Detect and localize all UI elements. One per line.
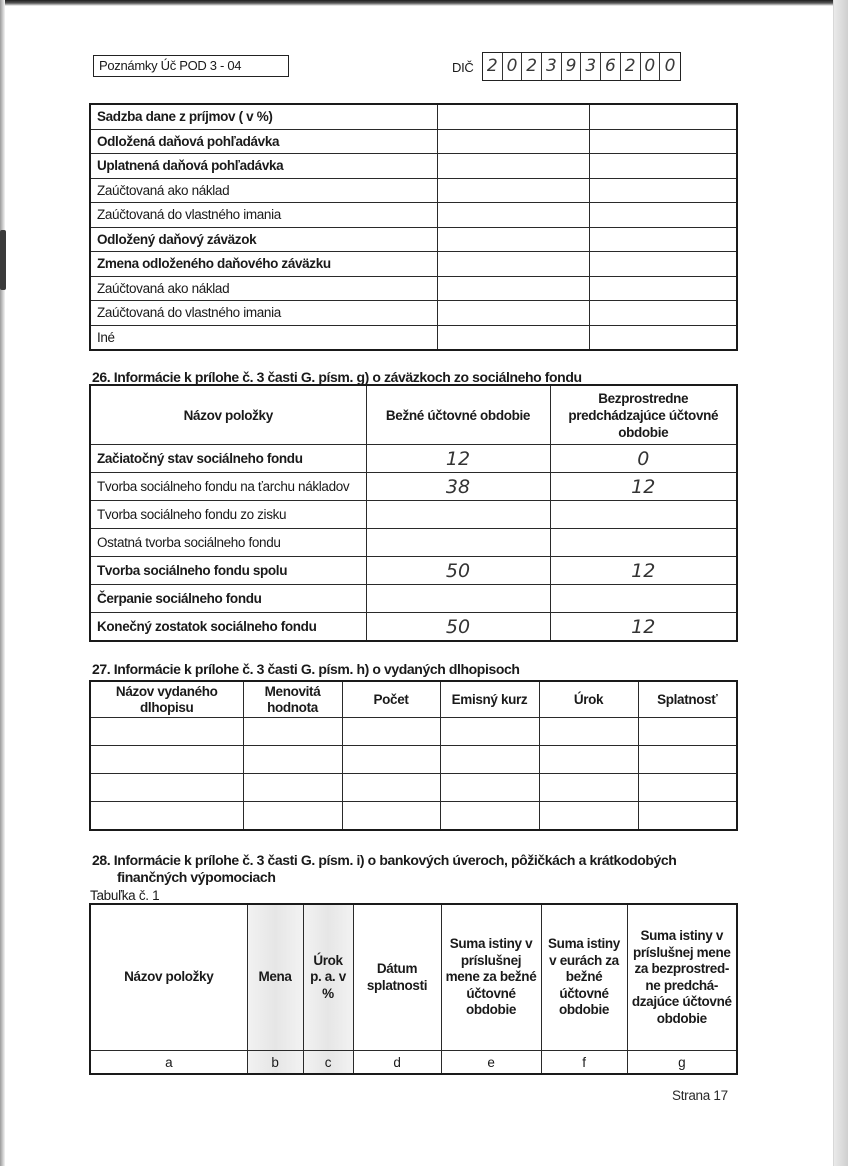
previous-period-cell[interactable]: [589, 129, 737, 154]
previous-period-cell[interactable]: [589, 227, 737, 252]
previous-period-cell[interactable]: [589, 325, 737, 350]
table-header-row: [90, 681, 737, 718]
row-label: Konečný zostatok sociálneho fondu: [90, 613, 366, 642]
table-row: [90, 802, 737, 831]
row-label: Sadzba dane z príjmov ( v %): [90, 104, 437, 129]
bond-cell[interactable]: [638, 746, 737, 774]
current-period-cell[interactable]: [437, 104, 589, 129]
table-row: [90, 203, 737, 228]
row-label: Uplatnená daňová pohľadávka: [90, 154, 437, 179]
table-row: [90, 557, 737, 585]
column-header: Dátum splatnosti: [353, 904, 441, 1051]
current-period-cell[interactable]: 38: [366, 473, 550, 501]
current-period-cell[interactable]: 50: [366, 557, 550, 585]
previous-period-cell[interactable]: [589, 301, 737, 326]
previous-period-cell[interactable]: [550, 501, 737, 529]
table-row: [90, 473, 737, 501]
previous-period-cell[interactable]: [589, 203, 737, 228]
current-period-cell[interactable]: [366, 585, 550, 613]
section-27-title: 27. Informácie k prílohe č. 3 časti G. písm. h) o vydaných dlhopisoch: [92, 661, 520, 677]
row-label: Odložený daňový záväzok: [90, 227, 437, 252]
table-row: [90, 301, 737, 326]
scan-left-edge: [0, 0, 5, 1166]
section-26-title: 26. Informácie k prílohe č. 3 časti G. písm. g) o záväzkoch zo sociálneho fondu: [92, 369, 582, 385]
column-header: Názov vydaného dlhopisu: [90, 681, 243, 718]
column-header: Splatnosť: [638, 681, 737, 718]
previous-period-cell[interactable]: [589, 178, 737, 203]
row-label: Začiatočný stav sociálneho fondu: [90, 445, 366, 473]
current-period-cell[interactable]: [437, 252, 589, 277]
table-row: [90, 178, 737, 203]
bond-cell[interactable]: [440, 802, 539, 831]
current-period-cell[interactable]: [366, 501, 550, 529]
current-period-cell[interactable]: 12: [366, 445, 550, 473]
scan-binding-mark: [0, 230, 6, 290]
bond-cell[interactable]: [243, 718, 342, 746]
bond-cell[interactable]: [342, 802, 440, 831]
row-label: Odložená daňová pohľadávka: [90, 129, 437, 154]
bonds-table: [89, 680, 738, 831]
bond-cell[interactable]: [539, 718, 638, 746]
table-header-row: [90, 904, 737, 1051]
table-row: [90, 746, 737, 774]
dic-digit[interactable]: 0: [641, 53, 661, 80]
row-label: Iné: [90, 325, 437, 350]
bond-cell[interactable]: [90, 718, 243, 746]
previous-period-cell[interactable]: [589, 104, 737, 129]
row-label: Zmena odloženého daňového záväzku: [90, 252, 437, 277]
table-row: [90, 445, 737, 473]
column-header: Názov položky: [90, 385, 366, 445]
bond-cell[interactable]: [243, 774, 342, 802]
bond-cell[interactable]: [342, 718, 440, 746]
column-header: Mena: [247, 904, 303, 1051]
column-letter: b: [247, 1051, 303, 1075]
table-row: [90, 129, 737, 154]
previous-period-cell[interactable]: [589, 154, 737, 179]
table-label: Tabuľka č. 1: [90, 888, 160, 903]
column-header: Suma istiny v príslušnej mene za bežné účtovné obdobie: [441, 904, 541, 1051]
bond-cell[interactable]: [342, 746, 440, 774]
column-header: Počet: [342, 681, 440, 718]
current-period-cell[interactable]: [437, 203, 589, 228]
table-row: [90, 529, 737, 557]
table-row: [90, 501, 737, 529]
bond-cell[interactable]: [539, 774, 638, 802]
dic-digit[interactable]: 2: [621, 53, 641, 80]
previous-period-cell[interactable]: 12: [550, 557, 737, 585]
column-letter: f: [541, 1051, 627, 1075]
table-row: [90, 276, 737, 301]
table-row: [90, 154, 737, 179]
dic-digit[interactable]: 6: [601, 53, 621, 80]
current-period-cell[interactable]: [437, 276, 589, 301]
column-letter: a: [90, 1051, 247, 1075]
table-row: [90, 227, 737, 252]
column-letter: d: [353, 1051, 441, 1075]
row-label: Tvorba sociálneho fondu spolu: [90, 557, 366, 585]
bond-cell[interactable]: [440, 774, 539, 802]
current-period-cell[interactable]: [437, 129, 589, 154]
bond-cell[interactable]: [539, 746, 638, 774]
bond-cell[interactable]: [638, 774, 737, 802]
table-header-row: [90, 385, 737, 445]
page-number: Strana 17: [672, 1088, 728, 1103]
previous-period-cell[interactable]: [589, 276, 737, 301]
bond-cell[interactable]: [90, 746, 243, 774]
dic-digit[interactable]: 0: [664, 56, 676, 76]
row-label: Čerpanie sociálneho fondu: [90, 585, 366, 613]
column-letter: c: [303, 1051, 353, 1075]
column-letter: e: [441, 1051, 541, 1075]
table-row: [90, 252, 737, 277]
table-row: [90, 718, 737, 746]
row-label: Tvorba sociálneho fondu zo zisku: [90, 501, 366, 529]
table-row: [90, 613, 737, 642]
bond-cell[interactable]: [90, 802, 243, 831]
column-header: Menovitá hodnota: [243, 681, 342, 718]
dic-field[interactable]: [482, 52, 681, 81]
column-header: Bežné účtovné obdobie: [366, 385, 550, 445]
section-28-title: [92, 852, 732, 886]
dic-digit[interactable]: 3: [581, 53, 601, 80]
current-period-cell[interactable]: [437, 178, 589, 203]
bond-cell[interactable]: [243, 746, 342, 774]
row-label: Zaúčtovaná ako náklad: [90, 276, 437, 301]
column-letter-row: [90, 1051, 737, 1075]
previous-period-cell[interactable]: [550, 585, 737, 613]
form-label-box: Poznámky Úč POD 3 - 04: [93, 55, 289, 77]
dic-label: DIČ: [452, 60, 474, 75]
column-header: Úrok p. a. v %: [303, 904, 353, 1051]
column-header: Suma istiny v príslušnej mene za bezprostred-ne predchá- dzajúce účtovné obdobie: [627, 904, 737, 1051]
dic-digit[interactable]: 2: [483, 53, 503, 80]
bond-cell[interactable]: [342, 774, 440, 802]
previous-period-cell[interactable]: 0: [550, 445, 737, 473]
table-row: [90, 325, 737, 350]
column-header: Bezprostredne predchádzajúce účtovné obdobie: [550, 385, 737, 445]
bond-cell[interactable]: [638, 718, 737, 746]
dic-digit[interactable]: 2: [522, 53, 542, 80]
dic-digit[interactable]: 3: [542, 53, 562, 80]
current-period-cell[interactable]: [437, 301, 589, 326]
bond-cell[interactable]: [638, 802, 737, 831]
loans-table: [89, 903, 738, 1075]
current-period-cell[interactable]: [437, 154, 589, 179]
row-label: Tvorba sociálneho fondu na ťarchu nákladov: [90, 473, 366, 501]
social-fund-table: [89, 384, 738, 642]
current-period-cell[interactable]: [437, 227, 589, 252]
column-header: Emisný kurz: [440, 681, 539, 718]
scan-right-edge: [833, 0, 848, 1166]
bond-cell[interactable]: [539, 802, 638, 831]
row-label: Zaúčtovaná do vlastného imania: [90, 301, 437, 326]
column-header: Suma istiny v eurách za bežné účtovné obdobie: [541, 904, 627, 1051]
current-period-cell[interactable]: [366, 529, 550, 557]
previous-period-cell[interactable]: [589, 252, 737, 277]
deferred-tax-table: [89, 103, 738, 351]
bond-cell[interactable]: [243, 802, 342, 831]
previous-period-cell[interactable]: 12: [550, 473, 737, 501]
current-period-cell[interactable]: [437, 325, 589, 350]
bond-cell[interactable]: [440, 746, 539, 774]
current-period-cell[interactable]: 50: [366, 613, 550, 642]
section-28-title-line1: 28. Informácie k prílohe č. 3 časti G. písm. i) o bankových úveroch, pôžičkách a krátkodobých: [92, 852, 677, 868]
previous-period-cell[interactable]: 12: [550, 613, 737, 642]
dic-digit[interactable]: 9: [562, 53, 582, 80]
column-letter: g: [627, 1051, 737, 1075]
row-label: Ostatná tvorba sociálneho fondu: [90, 529, 366, 557]
bond-cell[interactable]: [440, 718, 539, 746]
scan-top-edge: [0, 0, 848, 6]
table-row: [90, 774, 737, 802]
column-header: Názov položky: [90, 904, 247, 1051]
column-header: Úrok: [539, 681, 638, 718]
previous-period-cell[interactable]: [550, 529, 737, 557]
row-label: Zaúčtovaná ako náklad: [90, 178, 437, 203]
table-row: [90, 104, 737, 129]
bond-cell[interactable]: [90, 774, 243, 802]
row-label: Zaúčtovaná do vlastného imania: [90, 203, 437, 228]
section-28-title-line2: finančných výpomociach: [117, 869, 276, 885]
dic-digit[interactable]: 0: [503, 53, 523, 80]
table-row: [90, 585, 737, 613]
